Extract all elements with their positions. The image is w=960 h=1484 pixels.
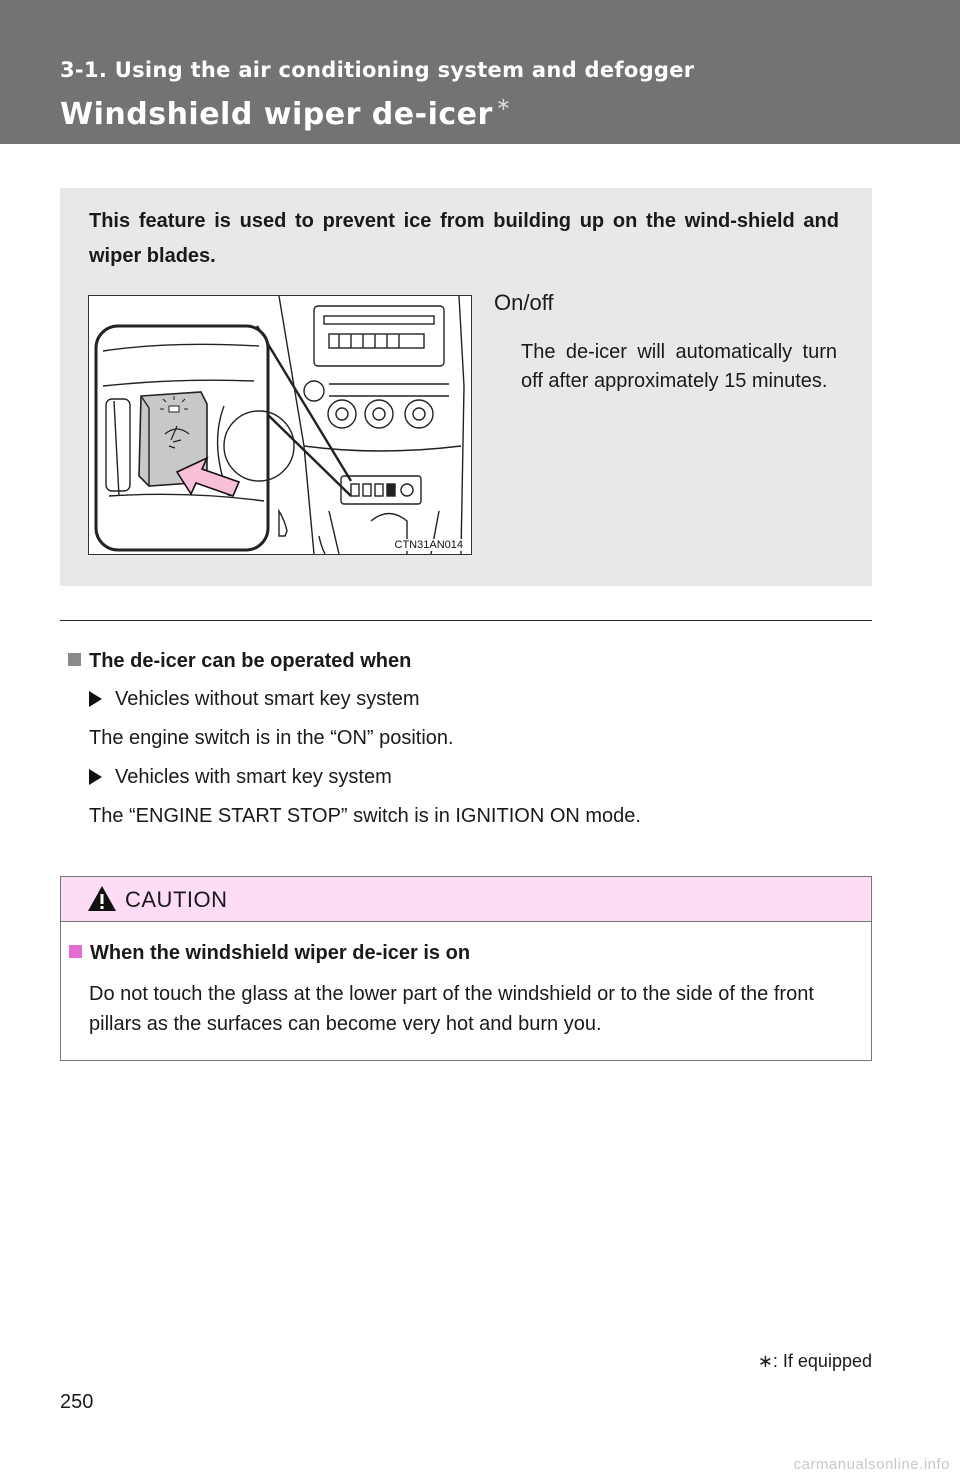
deicer-switch-illustration xyxy=(88,295,472,555)
onoff-label: On/off xyxy=(494,290,554,315)
square-bullet-icon xyxy=(69,945,82,958)
condition-item xyxy=(89,688,420,711)
condition-label: Vehicles with smart key system xyxy=(115,766,392,788)
figure-code: CTN31AN014 xyxy=(394,539,463,551)
triangle-arrow-icon xyxy=(89,691,102,707)
onoff-description: The de-icer will automatically turn off after approximately 15 minutes. xyxy=(521,341,837,392)
operation-heading-text: The de-icer can be operated when xyxy=(89,650,412,672)
page-title xyxy=(60,94,511,132)
if-equipped-mark: ∗ xyxy=(495,94,512,115)
feature-intro: This feature is used to prevent ice from building up on the wind-shield and wiper blades. xyxy=(89,210,839,267)
caution-heading-text: When the windshield wiper de-icer is on xyxy=(90,942,471,964)
page-title-text: Windshield wiper de-icer xyxy=(60,97,493,132)
page-header xyxy=(0,0,960,144)
warning-triangle-icon xyxy=(87,885,117,912)
footnote: ∗: If equipped xyxy=(757,1351,872,1371)
triangle-arrow-icon xyxy=(89,769,102,785)
section-divider xyxy=(60,620,872,621)
page-number: 250 xyxy=(60,1391,94,1413)
caution-heading xyxy=(69,942,470,965)
caution-box xyxy=(60,876,872,1061)
condition-detail: The engine switch is in the “ON” position. xyxy=(89,727,454,749)
condition-detail: The “ENGINE START STOP” switch is in IGNITION ON mode. xyxy=(89,805,641,827)
feature-info-box xyxy=(60,188,872,586)
operation-heading xyxy=(68,650,411,673)
condition-item xyxy=(89,766,392,789)
caution-label: CAUTION xyxy=(125,887,228,912)
watermark: carmanualsonline.info xyxy=(793,1456,950,1473)
section-title: 3-1. Using the air conditioning system and defogger xyxy=(60,58,695,82)
caution-text: Do not touch the glass at the lower part of the windshield or to the side of the front pillars as the surfaces can become very hot and burn you. xyxy=(89,983,814,1035)
condition-label: Vehicles without smart key system xyxy=(115,688,420,710)
square-bullet-icon xyxy=(68,653,81,666)
caution-header xyxy=(61,877,871,922)
